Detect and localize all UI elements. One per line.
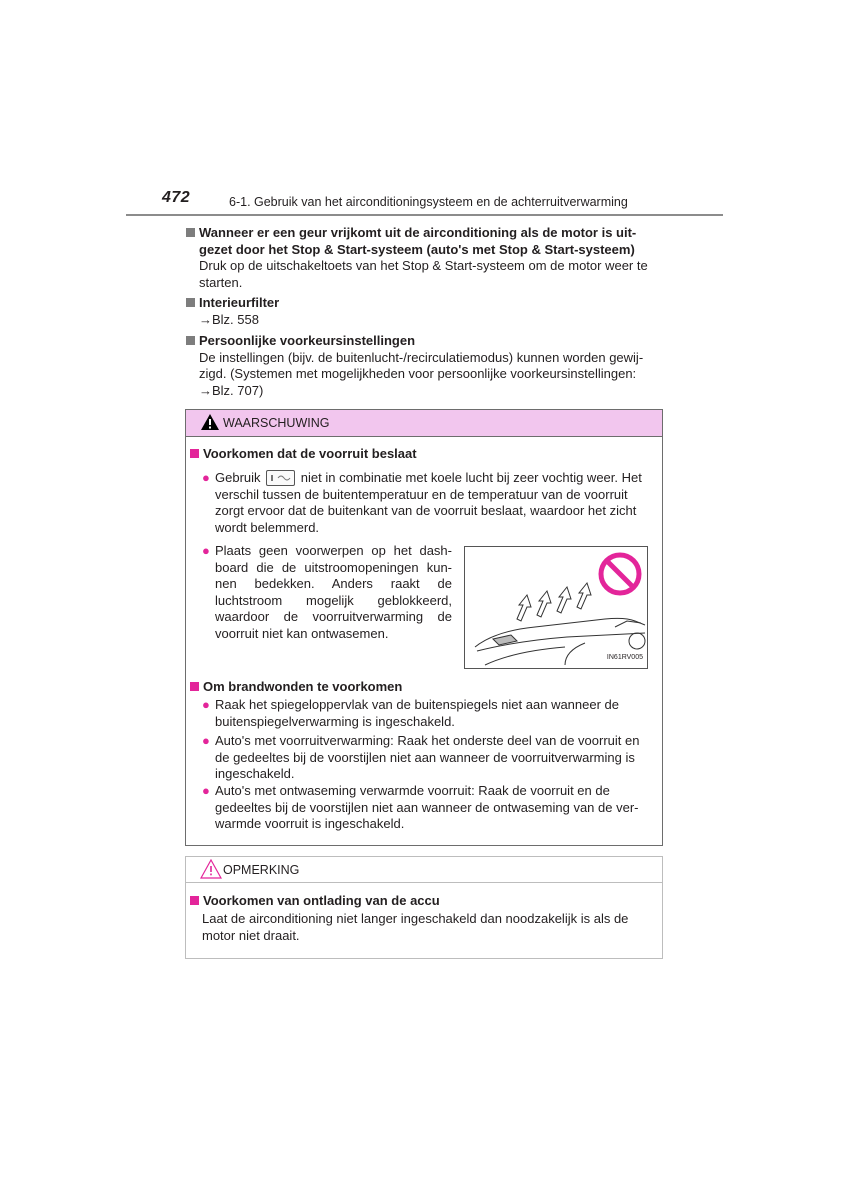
square-bullet-icon (190, 682, 199, 691)
caution-triangle-icon (200, 859, 222, 879)
square-bullet-icon (186, 336, 195, 345)
illustration-code: IN61RV005 (606, 653, 643, 661)
warning-bullet: ● Auto's met voorruitverwarming: Raak het onderste deel van de voorruit en de gedeeltes bij de voorstijlen niet aan wanneer de voorruitverwarming is ingeschakeld. (202, 733, 640, 781)
page-header (126, 190, 723, 216)
square-bullet-icon (186, 298, 195, 307)
warning-section-title: Voorkomen dat de voorruit beslaat (190, 446, 417, 463)
page-reference: →Blz. 707) (199, 382, 264, 398)
bullet-dot-icon: ● (202, 733, 210, 748)
warning-section-title: Om brandwonden te voorkomen (190, 679, 402, 696)
dashboard-illustration (464, 546, 648, 669)
item-title: Persoonlijke voorkeursinstellingen (186, 333, 662, 350)
note-label: OPMERKING (223, 863, 300, 877)
square-bullet-icon (190, 449, 199, 458)
item-personal-settings (186, 333, 662, 399)
page-number: 472 (162, 189, 191, 206)
warning-bullet: ● Plaats geen voorwerpen op het dash- board die de uitstroomopeningen kun- nen bedekken. Anders raakt de luchtstroom mogelijk geblokkeerd, waardoor de voorruitverwarming de voorruit niet kan ontwasemen. (202, 543, 452, 641)
warning-header (186, 410, 662, 437)
item-title: Interieurfilter (186, 295, 662, 312)
page-reference: →Blz. 558 (199, 311, 259, 327)
note-title: Voorkomen van ontlading van de accu (190, 893, 440, 910)
warning-label: WAARSCHUWING (223, 416, 330, 430)
note-box (185, 856, 663, 959)
item-stop-start-odor (186, 225, 662, 291)
note-body: Laat de airconditioning niet langer ingeschakeld dan noodzakelijk is als de (202, 911, 629, 926)
square-bullet-icon (186, 228, 195, 237)
note-header (186, 857, 662, 883)
bullet-dot-icon: ● (202, 783, 210, 798)
item-body-cont: zigd. (Systemen met mogelijkheden voor persoonlijke voorkeursinstellingen: (199, 366, 637, 381)
square-bullet-icon (190, 896, 199, 905)
bullet-dot-icon: ● (202, 470, 210, 485)
item-body: Druk op de uitschakeltoets van het Stop & Start-systeem om de motor weer te (199, 258, 648, 273)
note-body-cont: motor niet draait. (202, 928, 300, 943)
section-title: 6-1. Gebruik van het airconditioningsysteem en de achterruitverwarming (229, 195, 628, 209)
warning-bullet: ● Auto's met ontwaseming verwarmde voorruit: Raak de voorruit en de gedeeltes bij de voorstijlen niet aan wanneer de ontwaseming van de ver- warmde voorruit is ingeschakeld. (202, 783, 639, 831)
warning-bullet: ● Raak het spiegeloppervlak van de buitenspiegels niet aan wanneer de buitenspiegelverwarming is ingeschakeld. (202, 697, 620, 729)
item-interior-filter (186, 295, 662, 328)
item-body: De instellingen (bijv. de buitenlucht-/recirculatiemodus) kunnen worden gewij- (199, 349, 644, 365)
bullet-dot-icon: ● (202, 697, 210, 712)
header-divider (126, 214, 723, 216)
bullet-dot-icon: ● (202, 543, 210, 558)
air-outlet-button-icon (266, 470, 295, 486)
warning-triangle-icon (200, 413, 220, 431)
warning-bullet: ● Gebruik niet in combinatie met koele lucht bij zeer vochtig weer. Het verschil tussen de buitentemperatuur en de temperatuur van de voorruit zorgt ervoor dat de buitenkant van de voorruit beslaat, waardoor het zicht wordt belemmerd. (202, 470, 642, 535)
item-title: Wanneer er een geur vrijkomt uit de airconditioning als de motor is uit- (186, 225, 662, 242)
item-title-cont: gezet door het Stop & Start-systeem (auto's met Stop & Start-systeem) (199, 241, 635, 257)
item-body-cont: starten. (199, 274, 243, 290)
